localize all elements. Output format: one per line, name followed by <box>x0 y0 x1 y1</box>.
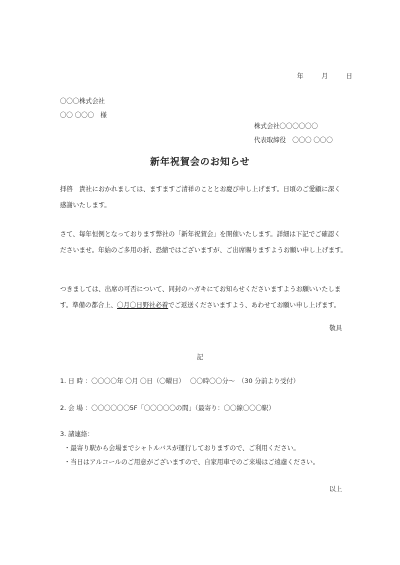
body-line: 感謝いたします。 <box>60 201 111 209</box>
page-title: 新年祝賀会のお知らせ <box>150 157 250 168</box>
item-notes-label: 3. 諸連絡： <box>60 430 94 438</box>
paragraph-greeting <box>60 181 350 213</box>
ending-ijou: 以上 <box>329 485 342 493</box>
body-text: でご返送くださいますよう、あわせてお願い申し上げます。 <box>168 301 341 309</box>
body-line: ださいませ。年始のご多用の折、恐縮ではございますが、ご出席賜りますようお願い申し上げます。 <box>60 246 347 254</box>
deadline-text: 〇月〇日野社必着 <box>117 301 169 309</box>
item-note: ・当日はアルコールのご用意がございますので、自家用車でのご来場はご遠慮ください。 <box>64 458 320 466</box>
body-text: す。準備の都合上、 <box>60 301 118 309</box>
body-line: 拝啓 貴社におかれましては、ますますご清祥のこととお慶び申し上げます。日頃のご愛顧に深く <box>60 185 341 193</box>
item-note: ・最寄り駅から会場までシャトルバスが運行しておりますので、ご利用ください。 <box>64 444 300 452</box>
closing-keigu: 敬具 <box>329 324 342 332</box>
body-line: つきましては、出席の可否について、同封のハガキにてお知らせくださいますようお願いいたしま <box>60 285 341 293</box>
paragraph-rsvp <box>60 281 350 313</box>
date-line <box>297 73 352 79</box>
body-line: さて、毎年恒例となっております弊社の「新年祝賀会」を開催いたします。詳細は下記でご確認く <box>60 230 341 238</box>
recipient-name: 〇〇 〇〇〇 様 <box>60 111 107 119</box>
date-year: 年 <box>297 72 304 80</box>
item-venue: 2. 会 場 ：〇〇〇〇〇〇5F「〇〇〇〇〇の間」（最寄り：〇〇線〇〇〇駅） <box>60 404 275 412</box>
item-datetime: 1. 日 時 ：〇〇〇〇年 〇月 〇日（〇曜日） 〇〇時〇〇分～ （30 分前より受付） <box>60 377 300 385</box>
date-day: 日 <box>345 72 353 80</box>
date-month: 月 <box>321 72 328 80</box>
sender-representative: 代表取締役 〇〇〇 〇〇〇 <box>254 136 333 144</box>
paragraph-announcement <box>60 226 350 258</box>
sender-company: 株式会社〇〇〇〇〇〇 <box>254 122 318 130</box>
recipient-company: 〇〇〇株式会社 <box>60 97 105 105</box>
body-line <box>60 297 350 313</box>
ki-heading: 記 <box>196 353 204 361</box>
